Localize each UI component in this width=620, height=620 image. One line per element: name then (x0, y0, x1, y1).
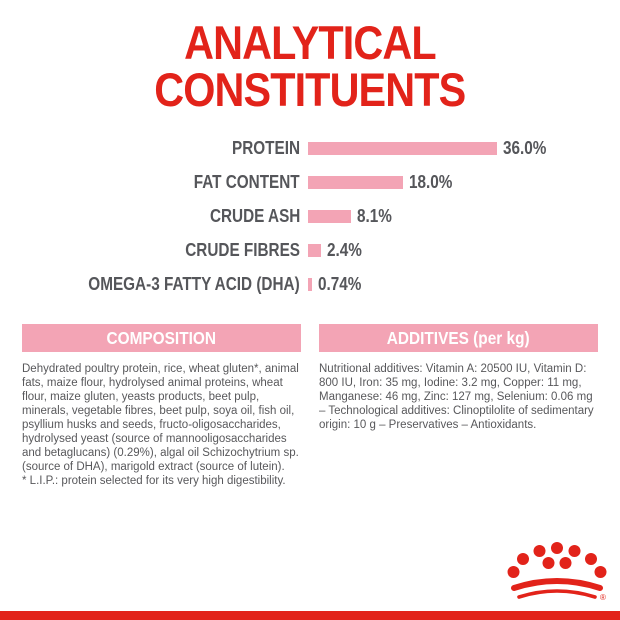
page-title (0, 0, 620, 116)
composition-header: COMPOSITION (22, 324, 301, 352)
bar-value: 8.1% (356, 205, 392, 226)
bar-value: 18.0% (408, 171, 452, 192)
composition-section (22, 324, 301, 488)
analytical-constituents-chart (0, 131, 620, 301)
page-title-line2 (0, 63, 620, 116)
page-title-line1-text: ANALYTICAL (184, 16, 436, 69)
composition-text: Dehydrated poultry protein, rice, wheat gluten*, animal fats, maize flour, hydrolysed animal proteins, wheat flour, maize gluten, yeasts products, beet pulp, minerals, vegetable fibres, beet pulp, soya oil, fish oil, psyllium husks and seeds, fructo-oligosaccharides, hydrolysed yeast (source of mannooligosaccharides and betaglucans) (0.29%), algal oil Schizochytrium sp. (source of DHA), marigold extract (source of lutein). (22, 363, 299, 473)
additives-section (319, 324, 598, 488)
additives-body: Nutritional additives: Vitamin A: 20500 IU, Vitamin D: 800 IU, Iron: 35 mg, Iodine: 3.2 mg, Copper: 11 mg, Manganese: 46 mg, Zinc: 127 mg, Selenium: 0.06 mg – Technological additives: Clinoptilolite of sedimentary origin: 10 g – Preservatives – Antioxidants. (319, 363, 594, 431)
composition-body (22, 362, 301, 488)
bottom-red-band (0, 611, 620, 620)
chart-row-crude-fibres (0, 233, 620, 267)
chart-row-omega3 (0, 267, 620, 301)
bar-label: CRUDE ASH (209, 205, 300, 226)
additives-header: ADDITIVES (per kg) (319, 324, 598, 352)
composition-footnote: * L.I.P.: protein selected for its very high digestibility. (22, 475, 286, 487)
bar-crude-fibres (308, 244, 321, 257)
bar-label: FAT CONTENT (194, 171, 300, 192)
page-title-line2-text: CONSTITUENTS (154, 63, 466, 116)
bar-fat-content (308, 176, 403, 189)
bar-value: 0.74% (317, 273, 362, 294)
bar-protein (308, 142, 497, 155)
bar-label: PROTEIN (231, 137, 300, 158)
info-columns (0, 324, 620, 488)
chart-row-crude-ash (0, 199, 620, 233)
bar-value: 36.0% (503, 137, 547, 158)
bar-crude-ash (308, 210, 351, 223)
bar-omega3 (308, 278, 312, 291)
bar-label: OMEGA-3 FATTY ACID (DHA) (88, 273, 300, 294)
royal-canin-crown-icon (506, 538, 608, 608)
bar-value: 2.4% (326, 239, 362, 260)
chart-row-fat-content (0, 165, 620, 199)
bar-label: CRUDE FIBRES (185, 239, 300, 260)
registered-trademark: ® (600, 593, 606, 602)
chart-row-protein (0, 131, 620, 165)
page-title-line1 (0, 16, 620, 69)
